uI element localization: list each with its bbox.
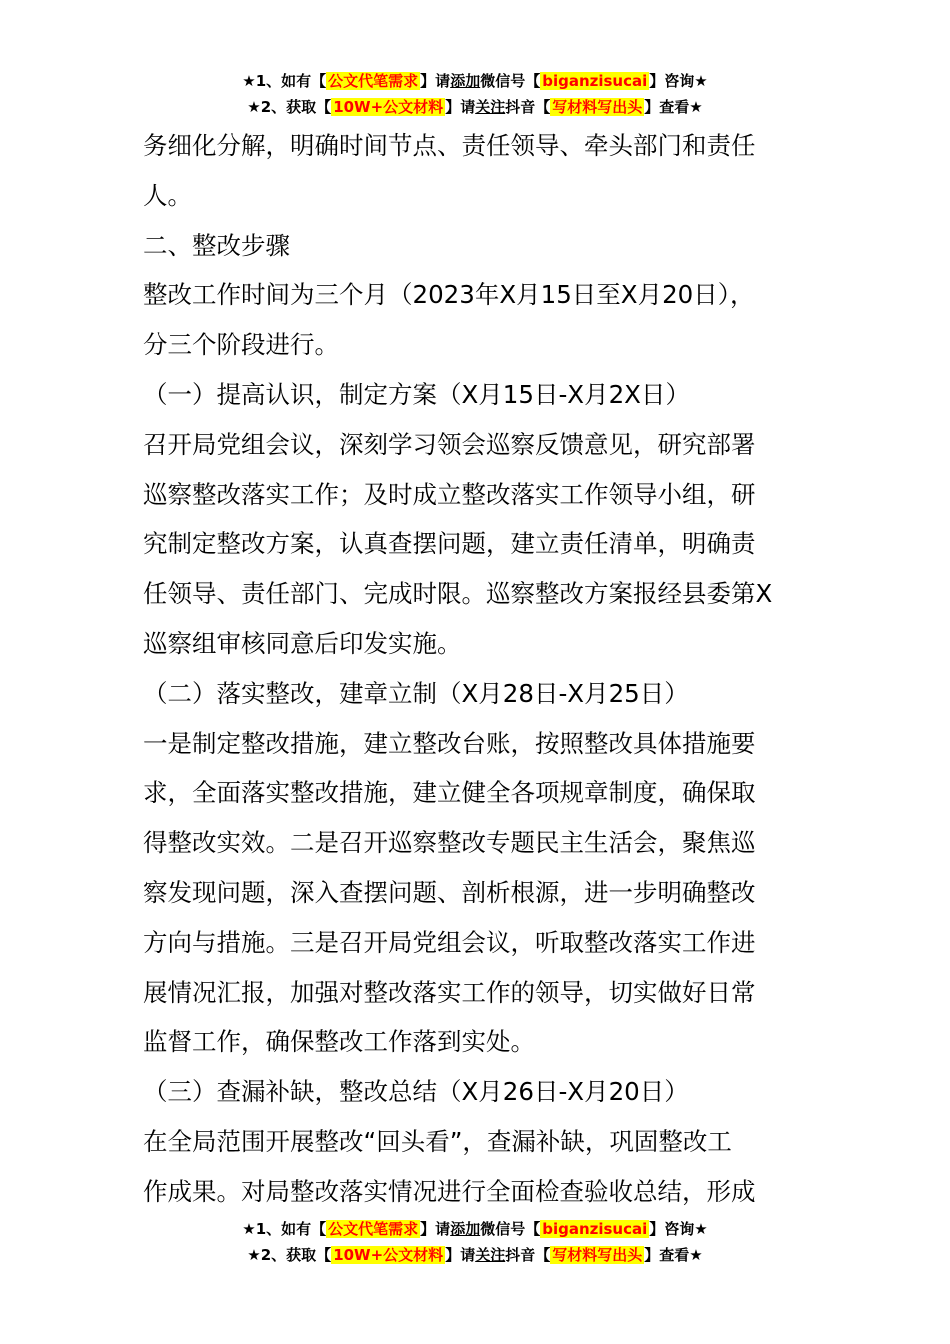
- banner-highlight: 10W+公文材料: [333, 98, 444, 116]
- banner-text: 】咨询★: [649, 72, 708, 90]
- text-line: 一是制定整改措施，建立整改台账，按照整改具体措施要: [143, 728, 756, 758]
- banner-text: ★2、获取【: [247, 1246, 332, 1264]
- text-line: 任领导、责任部门、完成时限。巡察整改方案报经县委第X: [143, 579, 773, 609]
- text-line: 分三个阶段进行。: [143, 330, 339, 360]
- banner-highlight: 写材料写出头: [552, 98, 643, 116]
- banner-text: 】请: [445, 1246, 476, 1264]
- banner-highlight: 公文代笔需求: [328, 72, 419, 90]
- text-line: 究制定整改方案，认真查摆问题，建立责任清单，明确责: [143, 529, 756, 559]
- banner-text: 】查看★: [644, 1246, 703, 1264]
- text-line: 察发现问题，深入查摆问题、剖析根源，进一步明确整改: [143, 877, 756, 907]
- text-line: 展情况汇报，加强对整改落实工作的领导，切实做好日常: [143, 977, 756, 1007]
- banner-text: 微信号【: [480, 1220, 541, 1238]
- banner-text: 抖音【: [505, 98, 551, 116]
- banner-underline: 添加: [450, 72, 481, 90]
- banner-underline: 添加: [450, 1220, 481, 1238]
- banner-text: ★1、如有【: [242, 72, 327, 90]
- text-line: 人。: [143, 180, 192, 210]
- subsection-heading: （二）落实整改，建章立制（X月28日-X月25日）: [143, 678, 689, 708]
- bottom-banner: [0, 1216, 950, 1268]
- document-body: [143, 121, 823, 1217]
- banner-underline: 关注: [475, 98, 506, 116]
- subsection-heading: （三）查漏补缺，整改总结（X月26日-X月20日）: [143, 1077, 689, 1107]
- banner-highlight: 公文代笔需求: [328, 1220, 419, 1238]
- banner-text: 】请: [420, 1220, 451, 1238]
- text-line: 务细化分解，明确时间节点、责任领导、牵头部门和责任: [143, 131, 756, 160]
- banner-text: ★2、获取【: [247, 98, 332, 116]
- banner-highlight: biganzisucai: [542, 72, 648, 90]
- banner-text: 微信号【: [480, 72, 541, 90]
- banner-line-2: [0, 94, 950, 120]
- banner-line-2: [0, 1242, 950, 1268]
- text-line: 得整改实效。二是召开巡察整改专题民主生活会，聚焦巡: [143, 828, 756, 858]
- text-line: 监督工作，确保整改工作落到实处。: [143, 1027, 535, 1057]
- text-line: 在全局范围开展整改“回头看”，查漏补缺，巩固整改工: [143, 1126, 732, 1156]
- text-line: 求，全面落实整改措施，建立健全各项规章制度，确保取: [143, 778, 756, 808]
- banner-text: 】请: [420, 72, 451, 90]
- subsection-heading: （一）提高认识，制定方案（X月15日-X月2X日）: [143, 379, 690, 409]
- banner-highlight: 写材料写出头: [552, 1246, 643, 1264]
- banner-text: 】请: [445, 98, 476, 116]
- banner-text: 抖音【: [505, 1246, 551, 1264]
- banner-line-1: [0, 1216, 950, 1242]
- banner-underline: 关注: [475, 1246, 506, 1264]
- banner-highlight: biganzisucai: [542, 1220, 648, 1238]
- section-heading: 二、整改步骤: [143, 230, 290, 260]
- banner-text: 】查看★: [644, 98, 703, 116]
- text-line: 方向与措施。三是召开局党组会议，听取整改落实工作进: [143, 927, 756, 957]
- text-line: 整改工作时间为三个月（2023年X月15日至X月20日），: [143, 280, 755, 310]
- text-line: 作成果。对局整改落实情况进行全面检查验收总结，形成: [143, 1176, 756, 1206]
- text-line: 巡察整改落实工作；及时成立整改落实工作领导小组，研: [143, 479, 756, 509]
- banner-text: 】咨询★: [649, 1220, 708, 1238]
- banner-line-1: [0, 68, 950, 94]
- text-line: 召开局党组会议，深刻学习领会巡察反馈意见，研究部署: [143, 429, 756, 459]
- banner-highlight: 10W+公文材料: [333, 1246, 444, 1264]
- top-banner: [0, 68, 950, 120]
- text-line: 巡察组审核同意后印发实施。: [143, 628, 462, 658]
- banner-text: ★1、如有【: [242, 1220, 327, 1238]
